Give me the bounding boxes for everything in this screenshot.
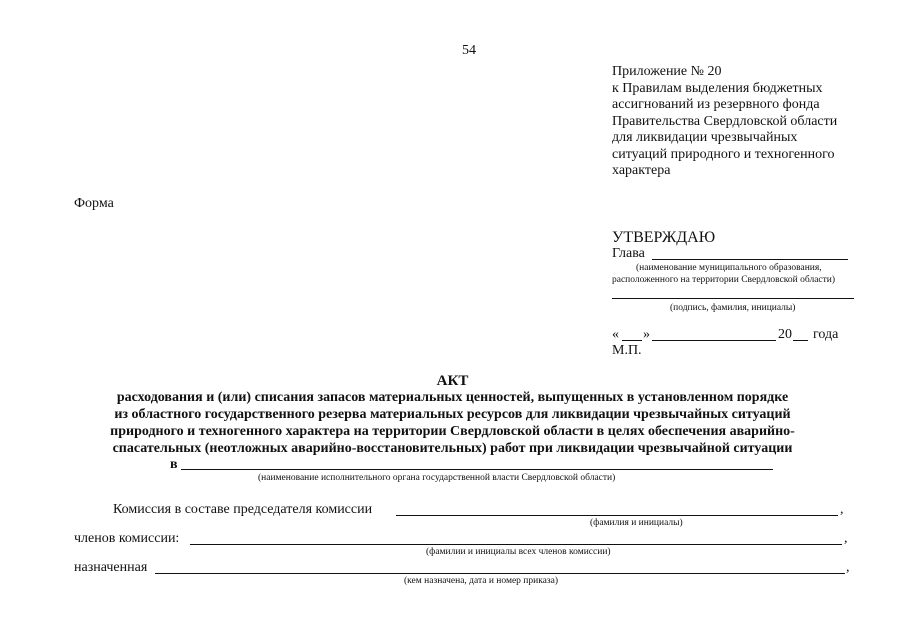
- members-label: членов комиссии:: [74, 531, 180, 546]
- date-day-line[interactable]: [622, 340, 642, 341]
- date-year-suffix: года: [813, 327, 839, 342]
- act-title-line: спасательных (неотложных аварийно-восстановительных) работ при ликвидации чрезвычайной ситуации: [112, 441, 793, 456]
- date-open-quote: «: [612, 327, 619, 342]
- appointed-comma: ,: [846, 560, 850, 575]
- chair-label: Комиссия в составе председателя комиссии: [113, 502, 373, 517]
- appendix-line: характера: [612, 163, 671, 178]
- appendix-line: Правительства Свердловской области: [612, 113, 838, 129]
- page-number: 54: [462, 43, 476, 58]
- appendix-line: ситуаций природного и техногенного: [612, 146, 835, 162]
- members-comma: ,: [844, 531, 848, 546]
- authority-line[interactable]: [181, 469, 773, 470]
- chair-line[interactable]: [396, 515, 838, 516]
- in-label: в: [170, 457, 178, 472]
- members-line[interactable]: [190, 544, 842, 545]
- chair-comma: ,: [840, 502, 844, 517]
- appendix-line: для ликвидации чрезвычайных: [612, 130, 798, 145]
- appendix-line: Приложение № 20: [612, 64, 722, 79]
- appointed-label: назначенная: [74, 560, 148, 575]
- act-title-line: из областного государственного резерва материальных ресурсов для ликвидации чрезвычайных ситуаций: [114, 407, 791, 422]
- act-title-line: природного и техногенного характера на территории Свердловской области в целях обеспечения аварийно-: [110, 424, 795, 439]
- caption-org-2: расположенного на территории Свердловской области): [612, 275, 836, 285]
- date-year-prefix: 20: [778, 327, 792, 342]
- members-caption: (фамилии и инициалы всех членов комиссии): [426, 547, 611, 557]
- form-label: Форма: [74, 196, 114, 211]
- chair-caption: (фамилия и инициалы): [590, 518, 683, 528]
- appendix-line: ассигнований из резервного фонда: [612, 97, 820, 112]
- head-label: Глава: [612, 246, 645, 261]
- caption-signature: (подпись, фамилия, инициалы): [670, 303, 796, 313]
- date-year-line[interactable]: [793, 340, 808, 341]
- act-heading: АКТ: [436, 373, 469, 389]
- appendix-block: [612, 64, 837, 180]
- authority-caption: (наименование исполнительного органа государственной власти Свердловской области): [258, 473, 616, 483]
- head-name-line[interactable]: [652, 259, 848, 260]
- approve-title: УТВЕРЖДАЮ: [612, 229, 716, 246]
- date-close-quote: »: [643, 327, 650, 342]
- date-month-line[interactable]: [652, 340, 776, 341]
- appointed-caption: (кем назначена, дата и номер приказа): [404, 576, 559, 586]
- caption-org-1: (наименование муниципального образования,: [636, 263, 822, 273]
- appendix-line: к Правилам выделения бюджетных: [612, 80, 823, 96]
- appointed-line[interactable]: [155, 573, 845, 574]
- signature-line[interactable]: [612, 298, 854, 299]
- stamp-label: М.П.: [612, 343, 642, 358]
- act-title-line: расходования и (или) списания запасов материальных ценностей, выпущенных в установленном порядке: [116, 390, 789, 405]
